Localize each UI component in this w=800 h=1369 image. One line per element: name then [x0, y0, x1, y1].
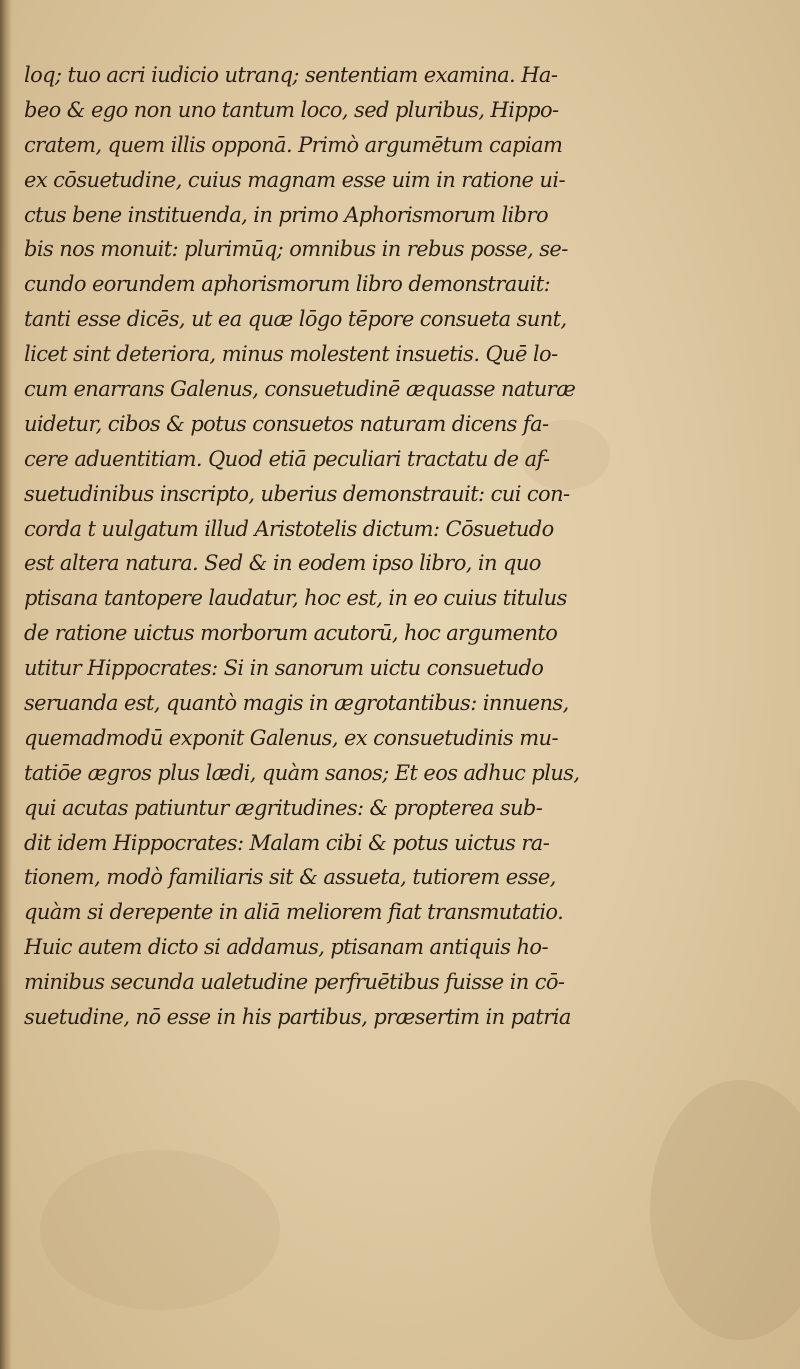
text-line: cere aduentitiam. Quod etiā peculiari tractatu de af-	[24, 446, 550, 471]
text-line: tionem, modò familiaris sit & assueta, tutiorem esse,	[24, 865, 556, 890]
text-line: Huic autem dicto si addamus, ptisanam antiquis ho-	[24, 935, 548, 960]
text-line: seruanda est, quantò magis in ægrotantibus: innuens,	[24, 691, 569, 716]
text-line: quemadmodū exponit Galenus, ex consuetudinis mu-	[24, 725, 558, 750]
page-gutter-shadow	[0, 0, 12, 1369]
text-line: suetudine, nō esse in his partibus, præsertim in patria	[24, 1005, 571, 1030]
text-line: ex cōsuetudine, cuius magnam esse uim in ratione ui-	[24, 167, 565, 192]
paper-stain	[650, 1080, 800, 1340]
text-line: est altera natura. Sed & in eodem ipso libro, in quo	[24, 551, 541, 576]
text-line: uidetur, cibos & potus consuetos naturam dicens fa-	[24, 411, 549, 436]
text-line: beo & ego non uno tantum loco, sed pluribus, Hippo-	[24, 97, 559, 122]
text-line: suetudinibus inscripto, uberius demonstrauit: cui con-	[24, 481, 570, 506]
text-line: ctus bene instituenda, in primo Aphorismorum libro	[24, 202, 548, 227]
text-line: minibus secunda ualetudine perfruētibus fuisse in cō-	[24, 970, 565, 995]
text-line: ptisana tantopere laudatur, hoc est, in eo cuius titulus	[24, 586, 567, 611]
text-line: de ratione uictus morborum acutorū, hoc argumento	[24, 621, 558, 646]
paper-stain	[40, 1150, 280, 1310]
text-block	[24, 58, 644, 1035]
text-line: utitur Hippocrates: Si in sanorum uictu consuetudo	[24, 656, 544, 681]
text-line: qui acutas patiuntur ægritudines: & propterea sub-	[24, 795, 543, 820]
text-line: tanti esse dicēs, ut ea quæ lōgo tēpore consueta sunt,	[24, 307, 567, 332]
text-line: bis nos monuit: plurimūq; omnibus in rebus posse, se-	[24, 237, 568, 262]
text-line: licet sint deteriora, minus molestent insuetis. Quē lo-	[24, 342, 558, 367]
text-line: cratem, quem illis opponā. Primò argumētum capiam	[24, 132, 563, 157]
text-line: cundo eorundem aphorismorum libro demonstrauit:	[24, 272, 551, 297]
text-line: cum enarrans Galenus, consuetudinē æquasse naturæ	[24, 377, 576, 402]
text-line: dit idem Hippocrates: Malam cibi & potus uictus ra-	[24, 830, 550, 855]
text-line: tatiōe ægros plus lædi, quàm sanos; Et eos adhuc plus,	[24, 760, 580, 785]
text-line: loq; tuo acri iudicio utranq; sententiam examina. Ha-	[24, 63, 558, 87]
text-line: corda t uulgatum illud Aristotelis dictum: Cōsuetudo	[24, 516, 554, 541]
text-line: quàm si derepente in aliā meliorem fiat transmutatio.	[24, 900, 564, 925]
